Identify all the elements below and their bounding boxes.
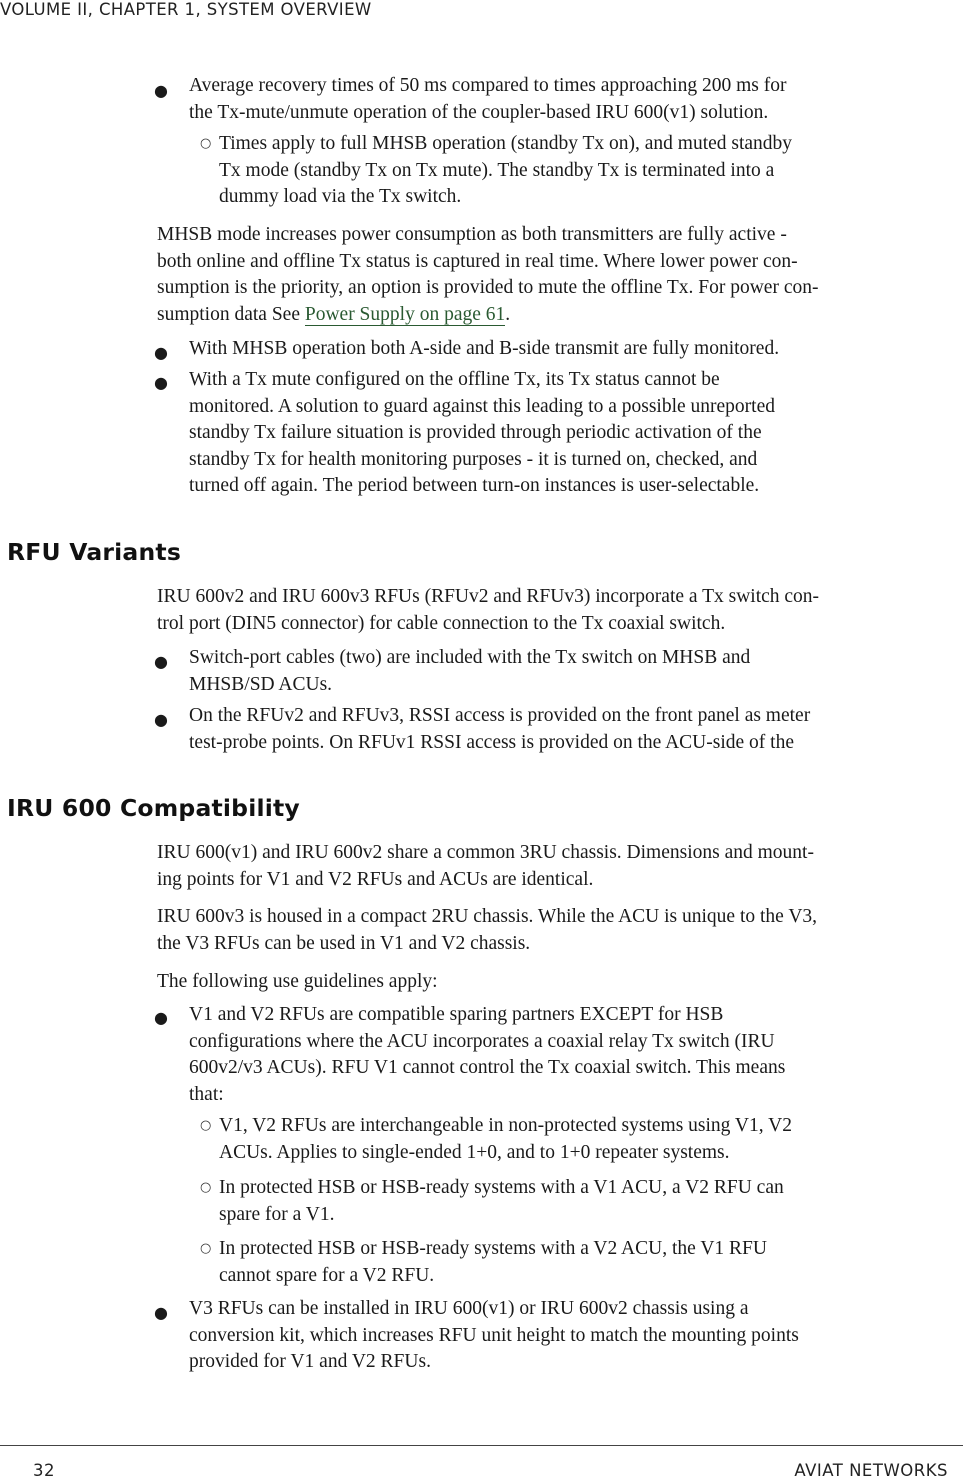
text-line: Switch-port cables (two) are included with the Tx switch on MHSB and bbox=[189, 647, 751, 668]
text-line: the V3 RFUs can be used in V1 and V2 chassis. bbox=[157, 932, 531, 954]
bullet-marker: ● bbox=[154, 1008, 168, 1027]
text-line: With a Tx mute configured on the offline Tx, its Tx status cannot be bbox=[189, 369, 720, 390]
text-line: In protected HSB or HSB-ready systems with a V2 ACU, the V1 RFU bbox=[219, 1238, 767, 1259]
paragraph-chassis-v1-v2 bbox=[157, 840, 814, 893]
text-line: sumption is the priority, an option is provided to mute the offline Tx. For power con- bbox=[157, 277, 819, 299]
paragraph-rfu-variants bbox=[157, 584, 819, 637]
text-line: provided for V1 and V2 RFUs. bbox=[189, 1351, 431, 1373]
text-fragment: . bbox=[505, 303, 511, 325]
paragraph-mhsb-mode bbox=[157, 222, 818, 328]
section-heading-iru600-compatibility: IRU 600 Compatibility bbox=[7, 794, 300, 822]
text-line bbox=[157, 302, 818, 329]
text-line: V1, V2 RFUs are interchangeable in non-protected systems using V1, V2 bbox=[219, 1115, 792, 1136]
bullet-marker: ● bbox=[154, 373, 168, 392]
section-heading-rfu-variants: RFU Variants bbox=[7, 538, 182, 566]
text-line: Tx mode (standby Tx on Tx mute). The standby Tx is terminated into a bbox=[219, 159, 775, 181]
sub-bullet-item-v1-acu bbox=[219, 1175, 784, 1228]
text-line: IRU 600v3 is housed in a compact 2RU chassis. While the ACU is unique to the V3, bbox=[157, 906, 818, 927]
text-line: In protected HSB or HSB-ready systems with a V1 ACU, a V2 RFU can bbox=[219, 1177, 784, 1198]
text-line: both online and offline Tx status is captured in real time. Where lower power con- bbox=[157, 250, 798, 272]
text-line: V1 and V2 RFUs are compatible sparing partners EXCEPT for HSB bbox=[189, 1004, 724, 1025]
text-line: ACUs. Applies to single-ended 1+0, and to 1+0 repeater systems. bbox=[219, 1141, 730, 1163]
text-line: The following use guidelines apply: bbox=[157, 971, 438, 992]
text-line: Average recovery times of 50 ms compared to times approaching 200 ms for bbox=[189, 75, 787, 96]
bullet-marker: ● bbox=[154, 710, 168, 729]
text-line: dummy load via the Tx switch. bbox=[219, 186, 462, 208]
text-line: that: bbox=[189, 1083, 224, 1105]
text-line: standby Tx failure situation is provided through periodic activation of the bbox=[189, 422, 762, 444]
footer-divider bbox=[0, 1445, 963, 1446]
text-line: With MHSB operation both A-side and B-side transmit are fully monitored. bbox=[189, 338, 780, 359]
bullet-item-tx-mute bbox=[189, 367, 775, 500]
text-line: IRU 600v2 and IRU 600v3 RFUs (RFUv2 and RFUv3) incorporate a Tx switch con- bbox=[157, 586, 820, 607]
text-line: MHSB/SD ACUs. bbox=[189, 673, 333, 695]
text-line: configurations where the ACU incorporates a coaxial relay Tx switch (IRU bbox=[189, 1030, 775, 1052]
text-line: the Tx-mute/unmute operation of the coupler-based IRU 600(v1) solution. bbox=[189, 101, 769, 123]
text-line: cannot spare for a V2 RFU. bbox=[219, 1264, 435, 1286]
bullet-marker: ● bbox=[154, 652, 168, 671]
bullet-item-sparing-partners bbox=[189, 1002, 785, 1108]
page-number: 32 bbox=[33, 1461, 55, 1480]
text-line: ing points for V1 and V2 RFUs and ACUs are identical. bbox=[157, 868, 594, 890]
text-line: On the RFUv2 and RFUv3, RSSI access is provided on the front panel as meter bbox=[189, 705, 811, 726]
text-line: spare for a V1. bbox=[219, 1203, 335, 1225]
text-line: turned off again. The period between turn-on instances is user-selectable. bbox=[189, 475, 760, 497]
text-line: Times apply to full MHSB operation (standby Tx on), and muted standby bbox=[219, 133, 793, 154]
footer-company: AVIAT NETWORKS bbox=[794, 1461, 948, 1480]
text-line: MHSB mode increases power consumption as both transmitters are fully active - bbox=[157, 224, 787, 245]
paragraph-guidelines-intro bbox=[157, 969, 438, 996]
text-line: V3 RFUs can be installed in IRU 600(v1) or IRU 600v2 chassis using a bbox=[189, 1298, 749, 1319]
running-header: VOLUME II, CHAPTER 1, SYSTEM OVERVIEW bbox=[0, 0, 372, 19]
text-line: IRU 600(v1) and IRU 600v2 share a common 3RU chassis. Dimensions and mount- bbox=[157, 842, 814, 863]
sub-bullet-marker: ○ bbox=[200, 136, 212, 151]
sub-bullet-item-v2-acu bbox=[219, 1236, 767, 1289]
text-line: monitored. A solution to guard against this leading to a possible unreported bbox=[189, 395, 775, 417]
paragraph-chassis-v3 bbox=[157, 904, 817, 957]
bullet-marker: ● bbox=[154, 343, 168, 362]
text-line: conversion kit, which increases RFU unit height to match the mounting points bbox=[189, 1324, 799, 1346]
bullet-item-recovery-times bbox=[189, 73, 786, 126]
sub-bullet-marker: ○ bbox=[200, 1118, 212, 1133]
text-line: standby Tx for health monitoring purposes - it is turned on, checked, and bbox=[189, 448, 758, 470]
text-line: test-probe points. On RFUv1 RSSI access is provided on the ACU-side of the bbox=[189, 731, 794, 753]
text-fragment: sumption data See bbox=[157, 303, 305, 325]
sub-bullet-marker: ○ bbox=[200, 1180, 212, 1195]
bullet-item-rssi-access bbox=[189, 703, 810, 756]
bullet-item-switch-port-cables bbox=[189, 645, 750, 698]
bullet-item-mhsb-monitoring bbox=[189, 336, 779, 363]
power-supply-link[interactable]: Power Supply on page 61 bbox=[304, 303, 506, 325]
text-line: 600v2/v3 ACUs). RFU V1 cannot control the Tx coaxial switch. This means bbox=[189, 1057, 786, 1079]
bullet-item-v3-conversion bbox=[189, 1296, 799, 1376]
sub-bullet-item-times-apply bbox=[219, 131, 792, 211]
text-line: trol port (DIN5 connector) for cable connection to the Tx coaxial switch. bbox=[157, 612, 726, 634]
sub-bullet-item-interchangeable bbox=[219, 1113, 792, 1166]
bullet-marker: ● bbox=[154, 1303, 168, 1322]
sub-bullet-marker: ○ bbox=[200, 1241, 212, 1256]
bullet-marker: ● bbox=[154, 81, 168, 100]
